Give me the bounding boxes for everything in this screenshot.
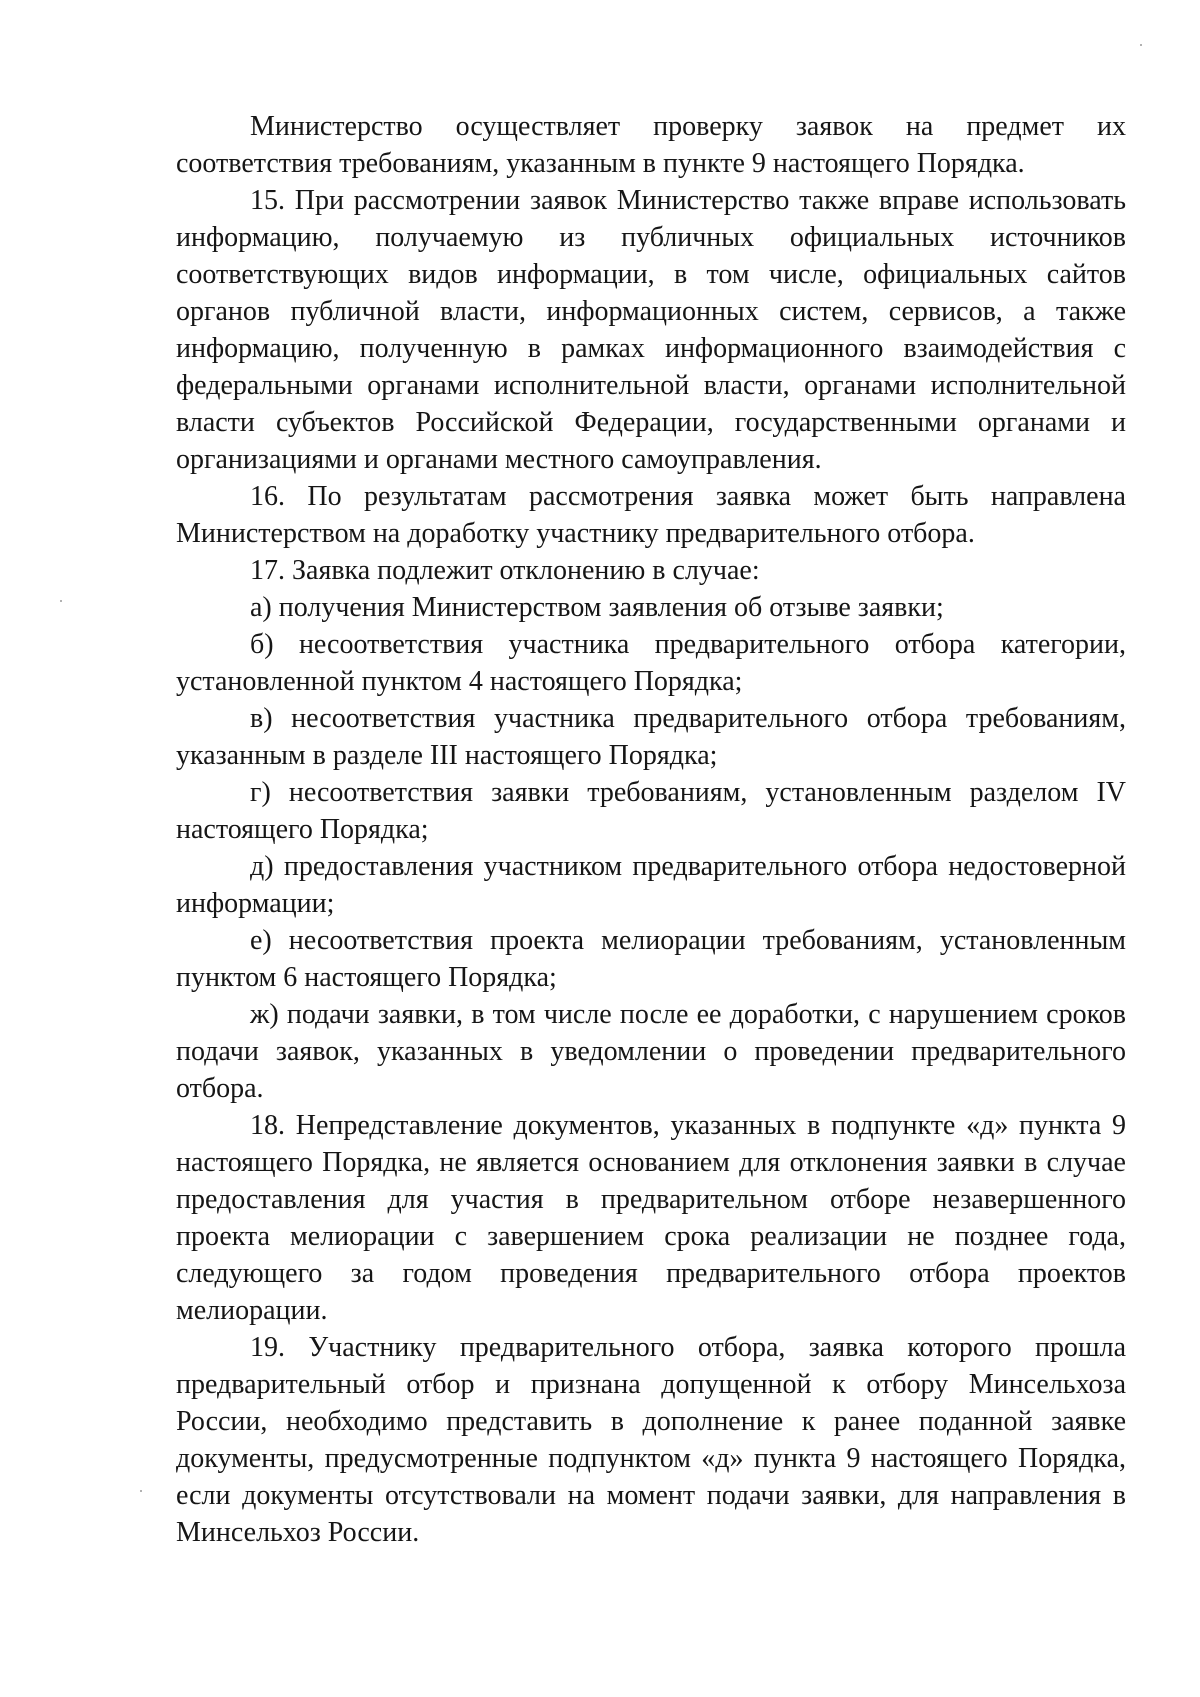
- paragraph-15: 15. При рассмотрении заявок Министерство также вправе использовать информацию, получаемую из публичных официальных источников соответствующих видов информации, в том числе, официальных сайтов органов публичной власти, информационных систем, сервисов, а также информацию, полученную в рамках информационного взаимодействия с федеральными органами исполнительной власти, органами исполнительной власти субъектов Российской Федерации, государственными органами и организациями и органами местного самоуправления.: [176, 185, 1126, 475]
- paragraph-19: 19. Участнику предварительного отбора, заявка которого прошла предварительный отбор и признана допущенной к отбору Минсельхоза России, необходимо представить в дополнение к ранее поданной заявке документы, предусмотренные подпунктом «д» пункта 9 настоящего Порядка, если документы отсутствовали на момент подачи заявки, для направления в Минсельхоз России.: [176, 1332, 1126, 1548]
- paragraph-intro-check: Министерство осуществляет проверку заявок на предмет их соответствия требованиям, указанным в пункте 9 настоящего Порядка.: [176, 111, 1126, 179]
- paragraph-17-d: д) предоставления участником предварительного отбора недостоверной информации;: [176, 851, 1126, 919]
- paragraph-18: 18. Непредставление документов, указанных в подпункте «д» пункта 9 настоящего Порядка, не является основанием для отклонения заявки в случае предоставления для участия в предварительном отборе незавершенного проекта мелиорации с завершением срока реализации не позднее года, следующего за годом проведения предварительного отбора проектов мелиорации.: [176, 1110, 1126, 1326]
- paragraph-17-g: г) несоответствия заявки требованиям, установленным разделом IV настоящего Порядка;: [176, 777, 1126, 845]
- scan-speck: [60, 600, 62, 602]
- paragraph-17-b: б) несоответствия участника предварительного отбора категории, установленной пунктом 4 настоящего Порядка;: [176, 629, 1126, 697]
- paragraph-17-e: е) несоответствия проекта мелиорации требованиям, установленным пунктом 6 настоящего Порядка;: [176, 925, 1126, 993]
- paragraph-17: 17. Заявка подлежит отклонению в случае:: [250, 555, 760, 586]
- paragraph-17-v: в) несоответствия участника предварительного отбора требованиям, указанным в разделе III настоящего Порядка;: [176, 703, 1126, 771]
- scan-speck: [140, 1490, 142, 1492]
- paragraph-16: 16. По результатам рассмотрения заявка может быть направлена Министерством на доработку участнику предварительного отбора.: [176, 481, 1126, 549]
- document-body: [176, 108, 1126, 1551]
- paragraph-17-zh: ж) подачи заявки, в том числе после ее доработки, с нарушением сроков подачи заявок, указанных в уведомлении о проведении предварительного отбора.: [176, 999, 1126, 1104]
- scan-speck: [1140, 44, 1142, 46]
- paragraph-17-a: а) получения Министерством заявления об отзыве заявки;: [250, 592, 944, 623]
